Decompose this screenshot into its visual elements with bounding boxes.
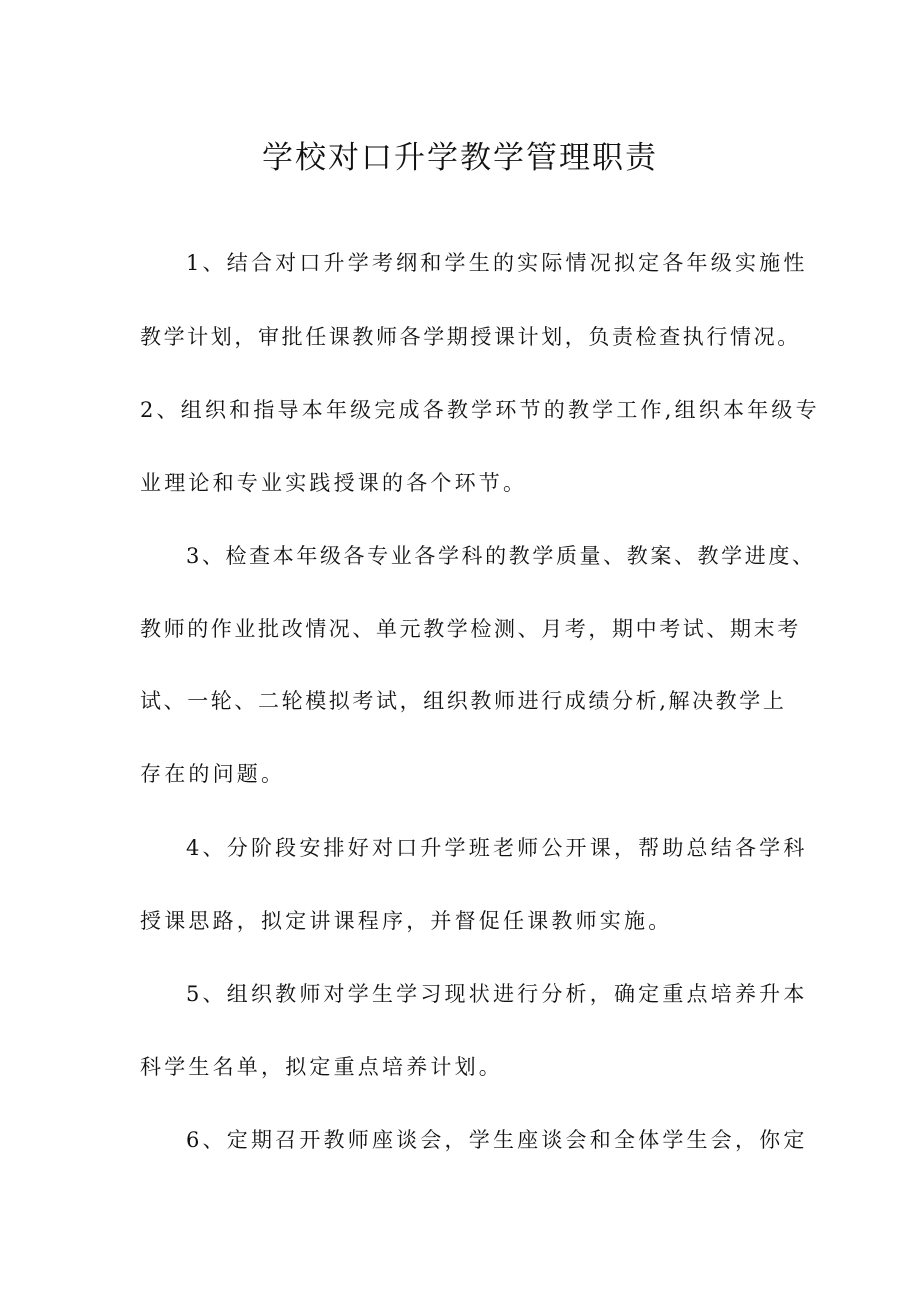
document-title: 学校对口升学教学管理职责 bbox=[262, 140, 658, 176]
paragraph-3-line-3: 试、一轮、二轮模拟考试，组织教师进行成绩分析,解决教学上 bbox=[140, 689, 787, 713]
paragraph-4-line-1: 4、分阶段安排好对口升学班老师公开课，帮助总结各学科 bbox=[186, 836, 808, 860]
paragraph-1-line-2: 教学计划，审批任课教师各学期授课计划，负责检查执行情况。 bbox=[140, 325, 801, 349]
paragraph-1-line-1: 1、结合对口升学考纲和学生的实际情况拟定各年级实施性 bbox=[186, 251, 808, 275]
paragraph-5-line-2: 科学生名单，拟定重点培养计划。 bbox=[140, 1055, 503, 1079]
paragraph-3-line-1: 3、检查本年级各专业各学科的教学质量、教案、教学进度、 bbox=[186, 544, 816, 568]
paragraph-5-line-1: 5、组织教师对学生学习现状进行分析，确定重点培养升本 bbox=[186, 982, 808, 1006]
paragraph-2-line-1: 2、组织和指导本年级完成各教学环节的教学工作,组织本年级专 bbox=[140, 398, 820, 422]
paragraph-4-line-2: 授课思路，拟定讲课程序，并督促任课教师实施。 bbox=[140, 909, 673, 933]
paragraph-2-line-2: 业理论和专业实践授课的各个环节。 bbox=[140, 471, 528, 495]
paragraph-3-line-4: 存在的问题。 bbox=[140, 762, 286, 786]
paragraph-3-line-2: 教师的作业批改情况、单元教学检测、月考，期中考试、期末考 bbox=[140, 617, 801, 641]
paragraph-6-line-1: 6、定期召开教师座谈会，学生座谈会和全体学生会，你定 bbox=[186, 1128, 808, 1152]
